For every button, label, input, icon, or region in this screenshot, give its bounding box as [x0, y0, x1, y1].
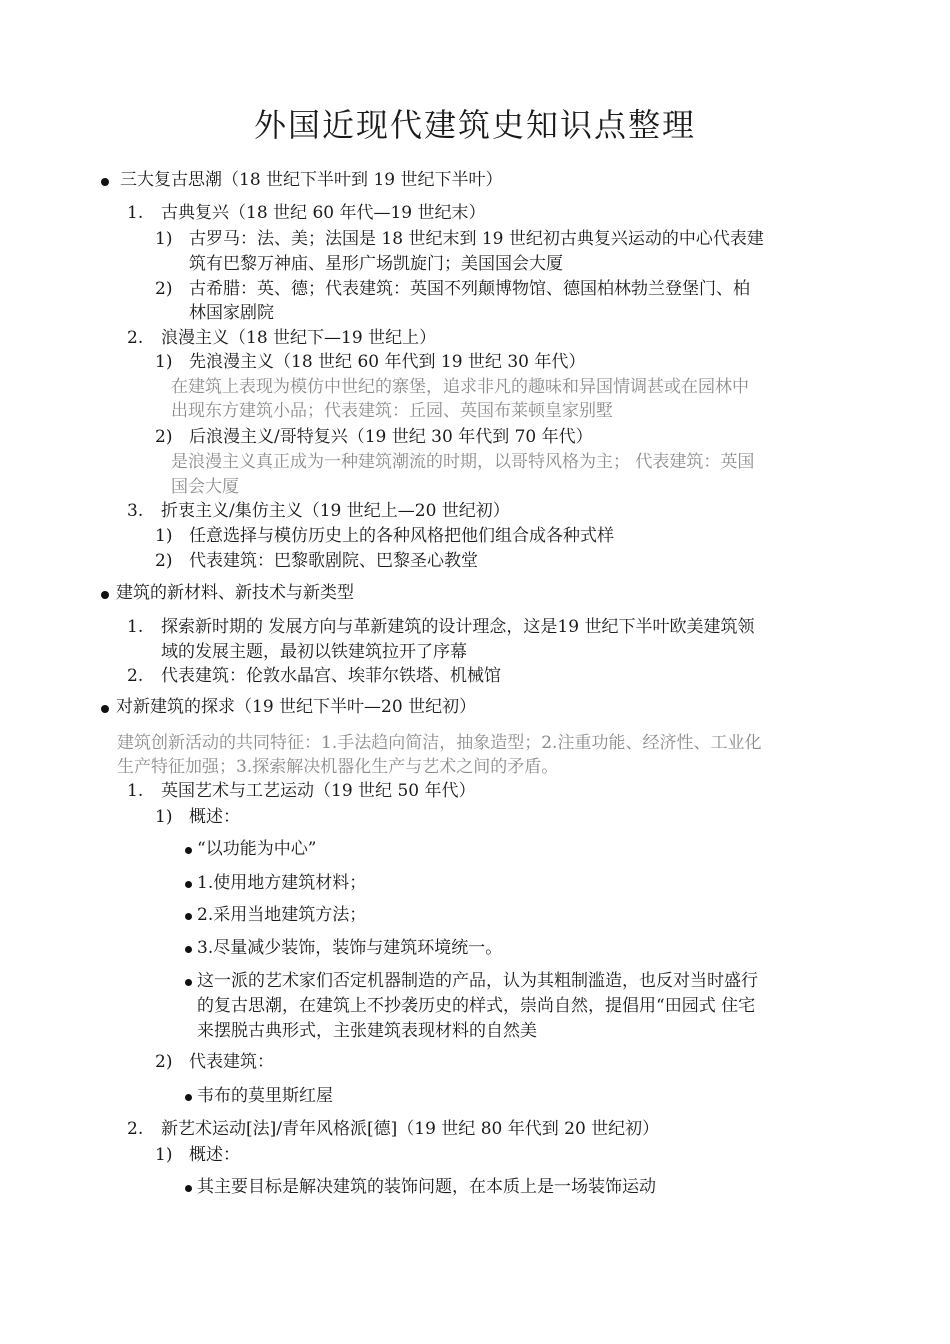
sublist-number: 1) — [155, 352, 173, 372]
list-item-text: 探索新时期的 发展方向与革新建筑的设计理念，这是19 世纪下半叶欧美建筑领 — [161, 617, 755, 637]
point-text: 的复古思潮，在建筑上不抄袭历史的样式，崇尚自然，提倡用“田园式 住宅 — [197, 996, 756, 1016]
point-text: 3.尽量减少装饰，装饰与建筑环境统一。 — [197, 938, 503, 958]
list-item-title: 古典复兴（18 世纪 60 年代—19 世纪末） — [161, 203, 486, 223]
sublist-text: 概述： — [189, 1145, 240, 1165]
sublist-number: 1) — [155, 229, 173, 249]
point-text: 这一派的艺术家们否定机器制造的产品，认为其粗制滥造，也反对当时盛行 — [197, 971, 758, 991]
gray-note: 建筑创新活动的共同特征：1.手法趋向简洁，抽象造型；2.注重功能、经济性、工业化 — [117, 733, 762, 753]
gray-note: 生产特征加强；3.探索解决机器化生产与艺术之间的矛盾。 — [117, 757, 559, 777]
list-item-title: 折衷主义/集仿主义（19 世纪上—20 世纪初） — [161, 501, 510, 521]
point-text: 韦布的莫里斯红屋 — [197, 1086, 333, 1106]
section-bullet — [101, 705, 109, 713]
sublist-text: 概述： — [189, 807, 240, 827]
gray-note: 出现东方建筑小品；代表建筑：丘园、英国布莱顿皇家别墅 — [171, 401, 613, 421]
sublist-number: 2) — [155, 279, 173, 299]
sublist-number: 1) — [155, 526, 173, 546]
sublist-number: 2) — [155, 551, 173, 571]
sublist-text: 古希腊：英、德；代表建筑：英国不列颠博物馆、德国柏林勃兰登堡门、柏 — [189, 279, 750, 299]
list-number: 1. — [127, 617, 144, 637]
list-number: 3. — [127, 501, 144, 521]
point-bullet — [185, 913, 192, 920]
list-item-title: 英国艺术与工艺运动（19 世纪 50 年代） — [161, 781, 476, 801]
point-text: 2.采用当地建筑方法； — [197, 905, 367, 925]
list-item-text: 域的发展主题，最初以铁建筑拉开了序幕 — [161, 642, 467, 662]
gray-note: 在建筑上表现为模仿中世纪的寨堡，追求非凡的趣味和异国情调甚或在园林中 — [171, 377, 749, 397]
point-text: 其主要目标是解决建筑的装饰问题，在本质上是一场装饰运动 — [197, 1177, 656, 1197]
gray-note: 是浪漫主义真正成为一种建筑潮流的时期，以哥特风格为主； 代表建筑：英国 — [171, 452, 755, 472]
page-title: 外国近现代建筑史知识点整理 — [253, 106, 696, 144]
list-number: 1. — [127, 203, 144, 223]
list-item-title: 新艺术运动[法]/青年风格派[德]（19 世纪 80 年代到 20 世纪初） — [161, 1119, 660, 1139]
sublist-text: 代表建筑： — [189, 1052, 274, 1072]
sublist-text: 任意选择与模仿历史上的各种风格把他们组合成各种式样 — [189, 526, 614, 546]
section-bullet — [101, 591, 109, 599]
point-text: “以功能为中心” — [197, 839, 317, 859]
sublist-number: 2) — [155, 1052, 173, 1072]
list-item-title: 浪漫主义（18 世纪下—19 世纪上） — [161, 328, 437, 348]
point-bullet — [185, 979, 192, 986]
point-bullet — [185, 881, 192, 888]
section-heading: 对新建筑的探求（19 世纪下半叶—20 世纪初） — [116, 697, 477, 717]
sublist-text: 筑有巴黎万神庙、星形广场凯旋门；美国国会大厦 — [189, 254, 563, 274]
sublist-number: 1) — [155, 807, 173, 827]
sublist-number: 1) — [155, 1145, 173, 1165]
gray-note: 国会大厦 — [171, 477, 239, 497]
sublist-text: 后浪漫主义/哥特复兴（19 世纪 30 年代到 70 年代） — [189, 427, 593, 447]
list-number: 2. — [127, 328, 144, 348]
list-number: 1. — [127, 781, 144, 801]
sublist-text: 林国家剧院 — [189, 303, 274, 323]
point-bullet — [185, 847, 192, 854]
sublist-text: 先浪漫主义（18 世纪 60 年代到 19 世纪 30 年代） — [189, 352, 586, 372]
section-bullet — [101, 178, 109, 186]
point-bullet — [185, 946, 192, 953]
point-bullet — [185, 1185, 192, 1192]
point-text: 1.使用地方建筑材料； — [197, 873, 367, 893]
point-bullet — [185, 1094, 192, 1101]
list-item-text: 代表建筑：伦敦水晶宫、埃菲尔铁塔、机械馆 — [161, 666, 501, 686]
section-heading: 建筑的新材料、新技术与新类型 — [116, 583, 354, 603]
section-heading: 三大复古思潮（18 世纪下半叶到 19 世纪下半叶） — [120, 170, 503, 190]
point-text: 来摆脱古典形式，主张建筑表现材料的自然美 — [197, 1021, 537, 1041]
list-number: 2. — [127, 1119, 144, 1139]
sublist-text: 代表建筑：巴黎歌剧院、巴黎圣心教堂 — [189, 551, 478, 571]
list-number: 2. — [127, 666, 144, 686]
sublist-text: 古罗马：法、美；法国是 18 世纪末到 19 世纪初古典复兴运动的中心代表建 — [189, 229, 764, 249]
sublist-number: 2) — [155, 427, 173, 447]
